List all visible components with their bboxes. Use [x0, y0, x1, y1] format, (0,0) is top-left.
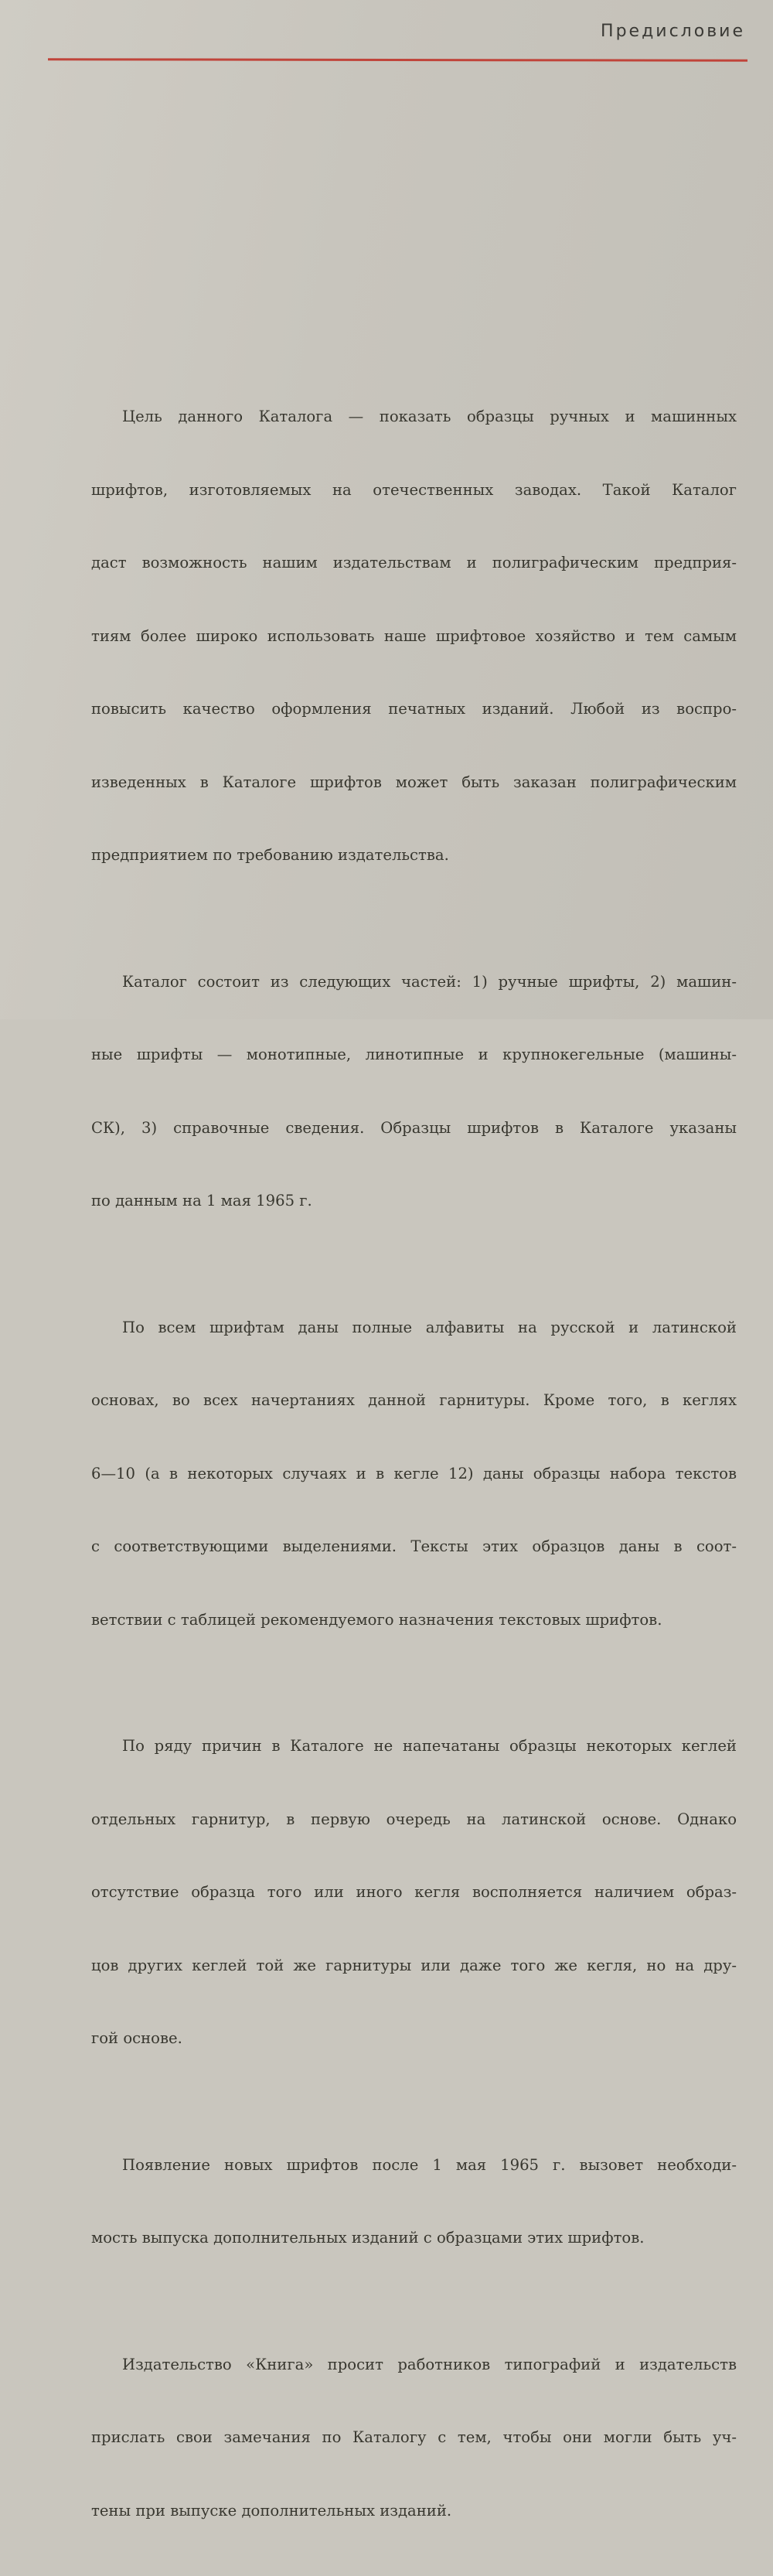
text-line: 6—10 (а в некоторых случаях и в кегле 12) даны образцы набора текстов	[91, 1464, 737, 1482]
text-line: Каталог состоит из следующих частей: 1) ручные шрифты, 2) машин-	[122, 972, 737, 991]
text-line: тиям более широко использовать наше шрифтовое хозяйство и тем самым	[91, 626, 737, 645]
text-line: Цель данного Каталога — показать образцы ручных и машинных	[122, 408, 737, 425]
paragraph-1	[60, 356, 737, 916]
text-line: прислать свои замечания по Каталогу с тем, чтобы они могли быть уч-	[91, 2428, 737, 2446]
text-line: основах, во всех начертаниях данной гарнитуры. Кроме того, в кеглях	[91, 1391, 737, 1409]
preface-body	[60, 356, 737, 2576]
header-rule	[48, 58, 747, 62]
text-line: отдельных гарнитур, в первую очередь на латинской основе. Однако	[91, 1810, 737, 1828]
text-line: даст возможность нашим издательствам и полиграфическим предприя-	[91, 554, 737, 571]
text-line: цов других кеглей той же гарнитуры или даже того же кегля, но на дру-	[91, 1956, 737, 1974]
text-line: По всем шрифтам даны полные алфавиты на русской и латинской	[122, 1318, 737, 1336]
paragraph-5	[60, 2104, 737, 2299]
text-line: ветствии с таблицей рекомендуемого назначения текстовых шрифтов.	[91, 1610, 662, 1629]
text-line: тены при выпуске дополнительных изданий.	[91, 2501, 452, 2520]
text-line: Появление новых шрифтов после 1 мая 1965 г. вызовет необходи-	[122, 2155, 737, 2174]
section-title: Предисловие	[601, 22, 745, 41]
paragraph-6	[60, 2304, 737, 2572]
text-line: изведенных в Каталоге шрифтов может быть заказан полиграфическим	[91, 773, 737, 791]
text-line: гой основе.	[91, 2029, 182, 2047]
paragraph-2	[60, 921, 737, 1262]
paragraph-4	[60, 1685, 737, 2100]
text-line: с соответствующими выделениями. Тексты этих образцов даны в соот-	[91, 1537, 737, 1555]
text-line: предприятием по требованию издательства.	[91, 846, 449, 864]
paragraph-3	[60, 1267, 737, 1681]
text-line: мость выпуска дополнительных изданий с образцами этих шрифтов.	[91, 2229, 645, 2247]
text-line: СК), 3) справочные сведения. Образцы шрифтов в Каталоге указаны	[91, 1118, 737, 1137]
text-line: отсутствие образца того или иного кегля восполняется наличием образ-	[91, 1883, 737, 1901]
text-line: по данным на 1 мая 1965 г.	[91, 1192, 312, 1210]
text-line: повысить качество оформления печатных изданий. Любой из воспро-	[91, 700, 737, 718]
text-line: По ряду причин в Каталоге не напечатаны образцы некоторых кеглей	[122, 1737, 737, 1755]
text-line: ные шрифты — монотипные, линотипные и крупнокегельные (машины-	[91, 1046, 737, 1063]
text-line: Издательство «Книга» просит работников типографий и издательств	[122, 2355, 737, 2373]
text-line: шрифтов, изготовляемых на отечественных заводах. Такой Каталог	[91, 480, 737, 499]
